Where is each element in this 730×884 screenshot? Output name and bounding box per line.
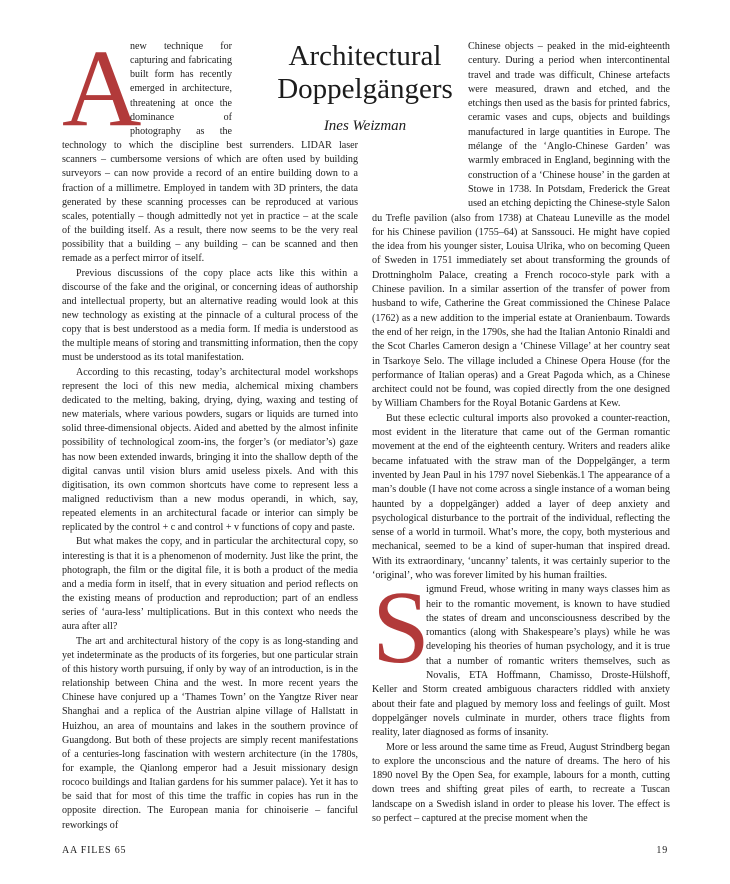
paragraph: Chinese objects – peaked in the mid-eighteenth century. During a period when intercontinental travel and trade was difficult, Chinese artefacts were measured, drawn and etched, and the etchings then used as the basis for printed fabrics, ceramic vases and cups, objects and buildings manufactured in large quantities in Europe. The mélange of the ‘Anglo-Chinese Garden’ was warmly embraced in England, beginning with the construction of a ‘Chinese house’ in the garden at Stowe in 1738. In Potsdam, Frederick the Great used an etching depicting the Chinese-style Salon du Trefle pavilion (also from 1738) at Chateau Luneville as the model for his Chinese pavilion (1755–64) at Sanssouci. He might have copied the idea from his younger sister, Louisa Ulrika, who on becoming Queen of Sweden in 1751 immediately set about transforming the grounds of Drottningholm Palace, creating a French rococo-style park with a Chinese pavilion. In a similar assertion of the transfer of power from husband to wife, Catherine the Great commissioned the Chinese Palace (1762) as a new addition to the imperial estate at Oranienbaum. Towards the end of her reign, in the 1790s, she had the Italian Antonio Rinaldi and the Scot Charles Cameron design a ‘Chinese Village’ at her country seat in Tsarkoye Selo. The village included a Chinese Opera House (for the performance of Italian operas) and a Great Pagoda which, as a Chinese architect could not be found, was copied directly from the one designed by William Chambers for the Royal Botanic Gardens at Kew. <box>372 41 670 410</box>
right-column <box>372 40 670 826</box>
paragraph: But these eclectic cultural imports also provoked a counter-reaction, most evident in the literature that came out of the German romantic movement at the end of the eighteenth century. Writers and readers alike became infatuated with the straw man of the Doppelgänger, a term invented by Jean Paul in his 1797 novel Siebenkäs.1 The appearance of a man’s double (I have not come across a single instance of a woman being haunted by a doppelgänger) added a layer of deep anxiety and psychological disturbance to the portrait of the individual, reflecting the sense of a world in turmoil. What’s more, the copy, both mysterious and mechanical, seemed to be a kind of super-human that inspired dread. With its extraordinary, ‘uncanny’ talents, it was certainly superior to the ‘original’, who was forever limited by his human frailties. <box>372 412 670 581</box>
dropcap-a: A <box>62 27 142 149</box>
paragraph: More or less around the same time as Freud, August Strindberg began to explore the unconscious and the nature of dreams. The hero of his 1890 novel By the Open Sea, for example, labours for a month, cutting down trees and shifting great piles of earth, to recreate a Tuscan landscape on a Swedish island in order to please his lover. The effect is so perfect – captured at the precise moment when the <box>372 741 670 825</box>
article-title: Architectural Doppelgängers <box>277 40 453 105</box>
paragraph-dropcap: S igmund Freud, whose writing in many ways classes him as heir to the romantic movement, is known to have studied the states of dream and unconsciousness described by the romantics (along with Shakespeare’s plays) while he was developing his theories of human psychology, and it is true that a number of romantic writers themselves, such as Novalis, ETA Hoffmann, Chamisso, Droste-Hülshoff, Keller and Storm created ambiguous characters riddled with anxiety about their fate and plagued by memory loss and feelings of guilt. Most doppelgänger novels culminate in murder, others trace flights from reality, later diagnosed as forms of insanity. <box>372 570 670 739</box>
paragraph: According to this recasting, today’s architectural model workshops represent the loci of this new media, alchemical mixing chambers dedicated to the melting, baking, drying, dying, waxing and testing of new materials, where various powders, sugars or liquids are turned into solid three-dimensional objects. Aided and abetted by the almost infinite possibility of technological zoom-ins, the forger’s (or mediator’s) gaze has now been extended inwards, bringing it into the shallow depth of the digital canvas until vision blurs amid useless pixels. And with this digitisation, its own common shortcuts have come to represent less a maligned reductivism than a new modus operandi, in which, say, repeated elements in an architectural facade or interior can simply be replicated by the control + c and control + v functions of copy and paste. <box>62 366 358 534</box>
paragraph: The art and architectural history of the copy is as long-standing and yet indeterminate as the products of its forgeries, but one particular strain of this history worth pursuing, if only by way of an introduction, is in the relationship between China and the west. In more recent years the Chinese have conjured up a ‘Thames Town’ on the Yangtze River near Shanghai and a replica of the Austrian alpine village of Hallstatt in Huizhou, an area of mountains and lakes in the southern province of Guangdong. But both of these projects are simply recent manifestations of a centuries-long fascination with western architecture (in the 1780s, for example, the Qianlong emperor had a Jesuit missionary design rococo buildings and Italian gardens for his summer palace). Yet it has to be said that for most of this time the traffic in copies has run in the opposite direction. The European mania for chinoiserie – fanciful reworkings of <box>62 635 358 831</box>
left-column <box>62 27 358 833</box>
paragraph: new technique for capturing and fabricating built form has recently emerged in architecture, threatening at once the dominance of photography as the technology to which the discipline best surrenders. LIDAR laser scanners – cumbersome versions of which are often used by building surveyors – can now provide a record of an entire building down to a fraction of a millimetre. Employed in tandem with 3D printers, the data generated by these scanning processes can be reproduced at various scales, potentially – though admittedly not yet in practice – at the scale of the building itself. As a result, there now seems to be the very real possibility that a building – any building – can be scanned and then remade as a perfect mirror of itself. <box>62 41 358 265</box>
footer-journal: AA FILES 65 <box>62 845 127 856</box>
article-author: Ines Weizman <box>323 118 407 134</box>
paragraph: But what makes the copy, and in particular the architectural copy, so interesting is that it is a phenomenon of modernity. Just like the print, the photograph, the film or the digital file, it is both a product of the media and a media form in itself, that in every situation and period reflects on the existing means of production and reproduction; part of an endless series of ‘aura-less’ multiplications. But in this context who needs the aura after all? <box>62 536 358 633</box>
paragraph: Previous discussions of the copy place acts like this within a discourse of the fake and the original, or concerning ideas of authorship and intellectual property, but an alternative reading would look at this new technology as existing at the pinnacle of a cultural process of the copy that is best understood as a media form. If media is understood as the multiple means of storing and transmitting information, then the copy must be understood as its total manifestation. <box>62 267 358 364</box>
footer-page-number: 19 <box>656 845 668 856</box>
dropcap-s: S <box>372 570 430 686</box>
